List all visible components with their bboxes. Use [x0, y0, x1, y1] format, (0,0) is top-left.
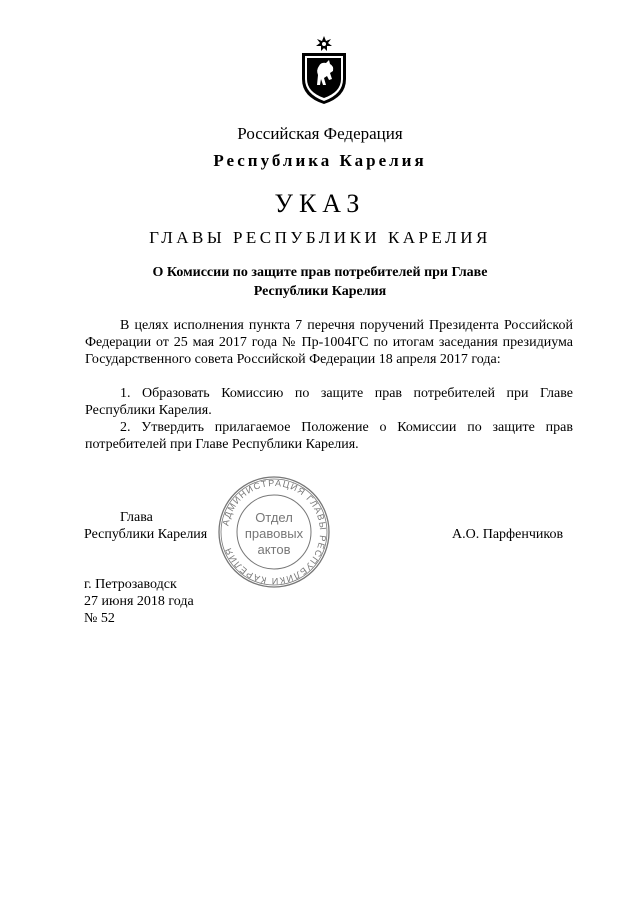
stamp-line2: правовых	[244, 526, 304, 541]
stamp-line3: актов	[257, 542, 291, 557]
body-paragraph-2: 1. Образовать Комиссию по защите прав потребителей при Главе Республики Карелия.	[85, 386, 573, 418]
signatory-title-line1: Глава	[120, 510, 153, 525]
issue-date: 27 июня 2018 года	[84, 594, 194, 609]
stamp-line1: Отдел	[255, 510, 293, 525]
decree-subject-line1: О Комиссии по защите прав потребителей при Главе	[152, 265, 488, 280]
signatory-title-line2: Республики Карелия	[84, 527, 208, 542]
issue-city: г. Петрозаводск	[84, 577, 177, 592]
country-name: Российская Федерация	[237, 124, 403, 143]
body-paragraph-3: 2. Утвердить прилагаемое Положение о Комиссии по защите прав потребителей при Главе Республики Карелия.	[85, 420, 573, 452]
karelia-coat-of-arms-icon	[299, 35, 349, 105]
republic-name: Республика Карелия	[213, 151, 427, 170]
stamp-seal	[217, 475, 331, 589]
decree-subject-line2: Республики Карелия	[253, 284, 387, 299]
issuer: ГЛАВЫ РЕСПУБЛИКИ КАРЕЛИЯ	[149, 228, 491, 247]
document-number: № 52	[84, 611, 115, 626]
stamp-ring-text: АДМИНИСТРАЦИЯ ГЛАВЫ РЕСПУБЛИКИ КАРЕЛИЯ	[220, 477, 329, 587]
signatory-name: А.О. Парфенчиков	[452, 527, 564, 542]
document-type: УКАЗ	[274, 189, 366, 218]
decree-subject	[0, 263, 640, 301]
body-paragraph-1: В целях исполнения пункта 7 перечня поручений Президента Российской Федерации от 25 мая 2017 года № Пр-1004ГС по итогам заседания президиума Государственного совета Российской Федерации 18 апреля 2017 года:	[85, 318, 573, 367]
